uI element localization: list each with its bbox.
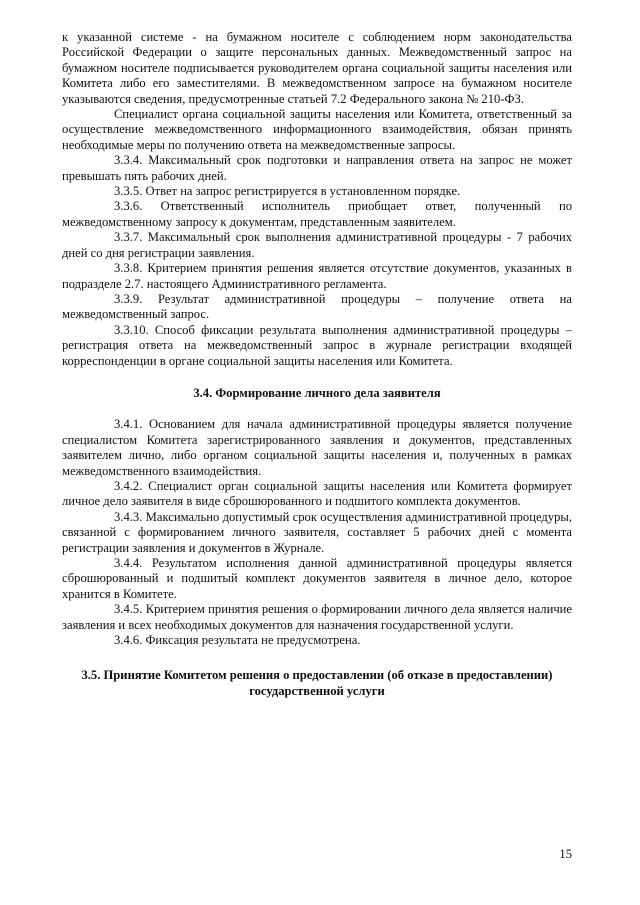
paragraph-3-3-9: 3.3.9. Результат административной процедуры – получение ответа на межведомственный запрос. bbox=[62, 291, 572, 322]
paragraph-3-3-8: 3.3.8. Критерием принятия решения является отсутствие документов, указанных в подразделе 2.7. настоящего Административного регламента. bbox=[62, 261, 572, 291]
document-page bbox=[62, 30, 572, 715]
section-heading-3-5: 3.5. Принятие Комитетом решения о предоставлении (об отказе в предоставлении) государственной услуги bbox=[81, 668, 553, 698]
paragraph-3-4-3: 3.4.3. Максимально допустимый срок осуществления административной процедуры, связанной с формированием личного заявителя, составляет 5 рабочих дней с момента регистрации заявления и документов в Журнале. bbox=[62, 509, 572, 555]
paragraph-3-4-2: 3.4.2. Специалист орган социальной защиты населения или Комитета формирует личное дело заявителя в виде сброшюрованного и подшитого комплекта документов. bbox=[62, 478, 572, 509]
paragraph-3-3-6: 3.3.6. Ответственный исполнитель приобщает ответ, полученный по межведомственному запросу к документам, представленным заявителем. bbox=[62, 199, 572, 229]
paragraph-3-3-7: 3.3.7. Максимальный срок выполнения административной процедуры - 7 рабочих дней со дня регистрации заявления. bbox=[62, 230, 572, 260]
section-heading-3-4: 3.4. Формирование личного дела заявителя bbox=[193, 385, 441, 400]
paragraph-3-3-5: 3.3.5. Ответ на запрос регистрируется в установленном порядке. bbox=[114, 184, 461, 199]
paragraph-3-3-4: 3.3.4. Максимальный срок подготовки и направления ответа на запрос не может превышать пять рабочих дней. bbox=[62, 153, 572, 183]
paragraph-3-4-5: 3.4.5. Критерием принятия решения о формировании личного дела является наличие заявления и всех необходимых документов для назначения государственной услуги. bbox=[62, 602, 572, 632]
paragraph-3-4-6: 3.4.6. Фиксация результата не предусмотрена. bbox=[114, 633, 361, 648]
paragraph-specialist: Специалист органа социальной защиты населения или Комитета, ответственный за осуществление межведомственного информационного взаимодействия, обязан принять необходимые меры по получению ответа на межведомственные запросы. bbox=[62, 107, 572, 152]
page-number: 15 bbox=[559, 847, 572, 861]
paragraph-3-4-1: 3.4.1. Основанием для начала административной процедуры является получение специалистом Комитета зарегистрированного заявления и документов, представленных заявителем лично, либо органом социальной защиты населения и, полученных в рамках межведомственного взаимодействия. bbox=[62, 417, 572, 478]
paragraph-continuation: к указанной системе - на бумажном носителе с соблюдением норм законодательства Российской Федерации о защите персональных данных. Межведомственный запрос на бумажном носителе подписывается руководителем органа социальной защиты населения или Комитета либо его заместителями. В межведомственном запросе на бумажном носителе указываются сведения, предусмотренные статьей 7.2 Федерального закона № 210-ФЗ. bbox=[62, 30, 572, 106]
paragraph-3-4-4: 3.4.4. Результатом исполнения данной административной процедуры является сброшюрованный и подшитый комплект документов заявителя в личное дело, которое хранится в Комитете. bbox=[62, 556, 572, 601]
paragraph-3-3-10: 3.3.10. Способ фиксации результата выполнения административной процедуры – регистрация ответа на межведомственный запрос в журнале регистрации входящей корреспонденции в органе социальной защиты населения или Комитета. bbox=[62, 322, 572, 368]
